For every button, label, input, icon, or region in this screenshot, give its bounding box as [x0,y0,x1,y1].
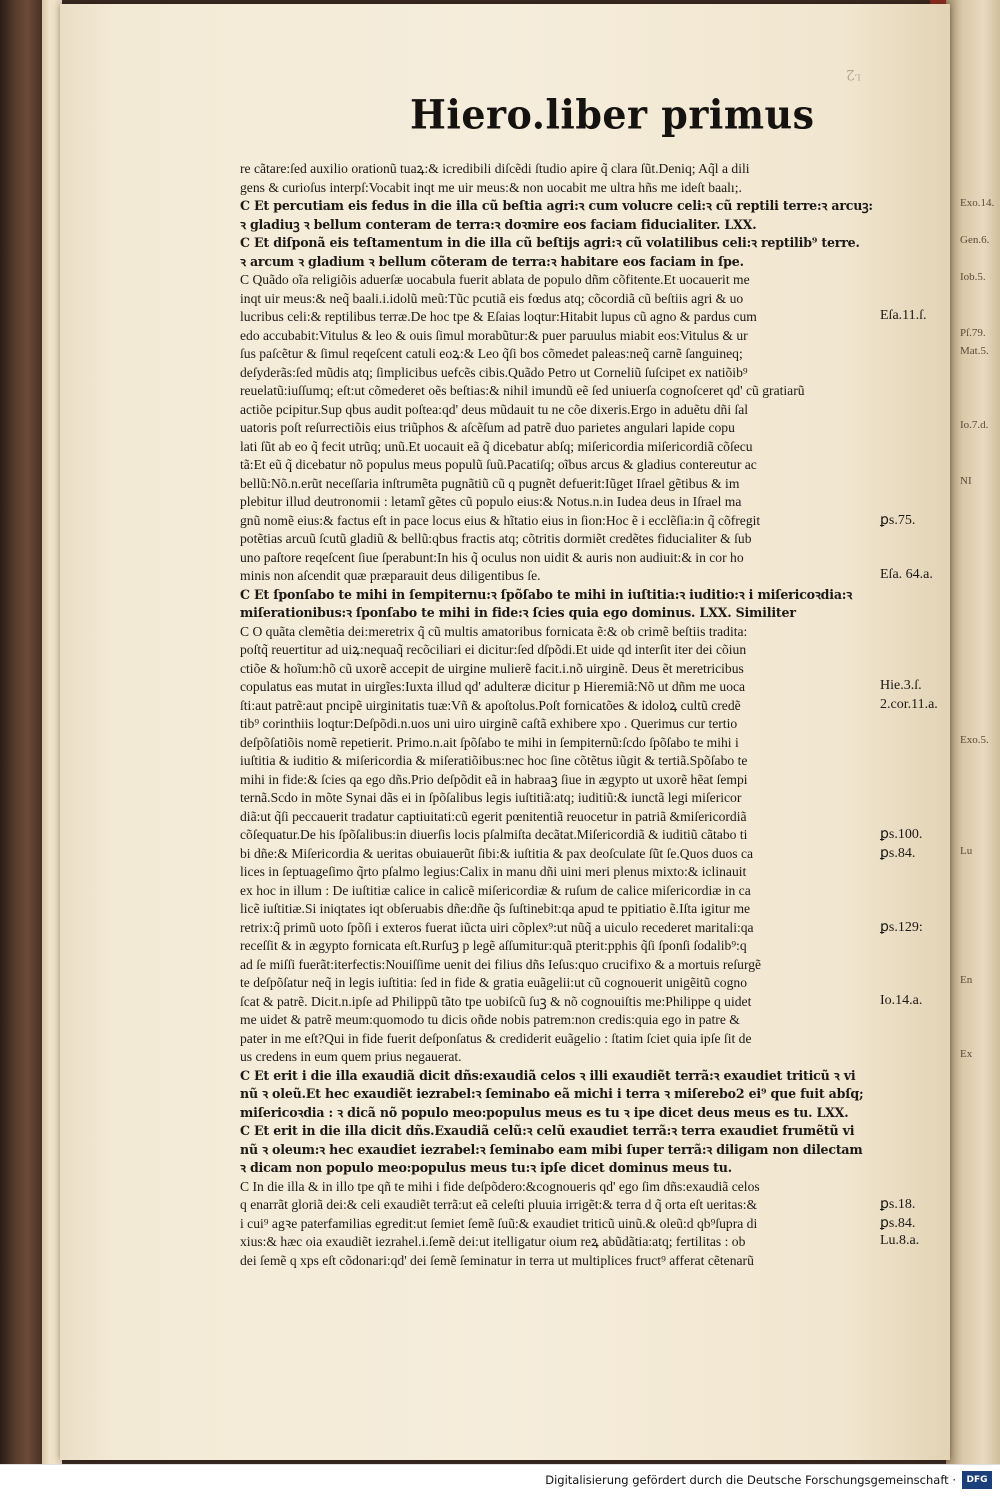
text-line: q enarrãt gloriã dei:& celi exaudiẽt terrã:ut eã celeſti pluuia irrigẽt:& terra d q̃ orta eſt ueritas:& [240,1197,758,1212]
text-line: ſus paſcẽtur & ſimul reqeſcent catuli eoꝝ:& Leo q̃ſi bos cõmedet paleas:neq̃ carnẽ ſanguineq; [240,346,743,361]
facing-page-note: NI [960,474,972,487]
text-line: i cui⁹ agꝛe paterfamilias egredit:ut ſemiet ſemẽ ſuũ:& exaudiet triticũ uinũ.& oleũ:d qb⁹ſupra di [240,1215,758,1231]
text-line: uno paſtore reqeſcent ſiue ſperabunt:In his q̃ oculus non uidit & auris non audiuit:& in cor ho [240,549,744,565]
text-line: dei ſemẽ q xps eſt cõdonari:qd' dei ſemẽ ſeminatur in terra ut multiplices fruct⁹ afferat cẽtenarũ [240,1252,754,1268]
margin-note: Hie.3.ſ. [880,678,922,693]
text-line: gens & curioſus interpſ:Vocabit inqt me uir meus:& non uocabit me ultra hñs me ideſt baalı;. [240,179,742,195]
text-line: miſericoꝛdia : ꝛ dicã nõ populo meo:populus meus es tu ꝛ ipe dicet deus meus es tu. LXX. [240,1104,849,1120]
facing-page-edge [946,0,1000,1464]
margin-note: ꝑs.129: [880,919,923,935]
text-line: ſcat & patrẽ. Dicit.n.ipſe ad Philippũ tãto tpe uobiſcũ ſuꝫ & nõ cognouiſtis me:Philippe q uidet [240,993,752,1009]
text-line: C Et diſponã eis teſtamentum in die illa cũ beſtijs agri:ꝛ cũ volatilibus celi:ꝛ reptilib⁹ terre. [240,235,860,250]
margin-note: ꝑs.100. [880,827,923,842]
text-line: mihi in fide:& ſcies qa ego dñs.Prio deſpõdit eã in habraaꝫ ſiue in ægypto ut uxorẽ hẽat ſempi [240,771,748,787]
text-line: C O quãta clemẽtia dei:meretrix q̃ cũ multis amatoribus fornicata ẽ:& ob crimẽ beſtiis tradita: [240,623,748,639]
text-line: te deſpõſatur neq̃ in legis iuſtitia: ſed in fide & gratia euãgelii:ut cũ cognouerit unigẽitũ cogno [240,975,747,990]
margin-note: Io.14.a. [880,992,923,1008]
text-line: diã:ut q̃ſi peccauerit tradatur captiuitati:cũ egerit pœnitentiã reuocetur in patriã &miſericordiã [240,808,747,824]
text-line: lucribus celi:& reptilibus terræ.De hoc tpe & Eſaias loqtur:Hitabit lupus cũ agno & pardus cum [240,309,757,324]
page-edge [42,0,62,1464]
text-line: ꝛ arcum ꝛ gladium ꝛ bellum cõteram de terra:ꝛ habitare eos faciam in ſpe. [240,253,744,269]
text-line: xius:& hæc oia exaudiẽt iezrahel.i.ſemẽ dei:ut itelligatur oium reꝝ abũdãtia:atq; fertilitas : ob [240,1234,746,1249]
facing-page-note: Gen.6. [960,234,990,246]
text-line: pater in me eſt?Qui in fide fuerit deſponſatus & crediderit euãgelio : ſtatim ſciet quia ipſe ſit de [240,1030,752,1046]
text-line: bellũ:Nõ.n.erũt neceſſaria inſtrumẽta pugnãtiũ cũ q pugnẽt defuerit:Iũget Iſrael gẽtibus & im [240,475,740,491]
text-line: reuelatũ:iuſſumq; eſt:ut cõmederet oẽs beſtias:& nihil imundũ eẽ ſed uniuerſa cognoſceret qd' cũ gratiarũ [240,383,805,398]
text-line: edo accubabit:Vitulus & leo & ouis ſimul morabũtur:& puer paruulus miabit eos:Vitulus & ur [240,327,748,343]
facing-page-note: Exo.14. [960,197,995,209]
text-line: deſyderãs:ſed mũdis atq; ſimplicibus uefcẽs cibis.Quãdo Petro ut Corneliũ ſuſcipet ex natiõib⁹ [240,364,748,380]
text-line: copulatus eas mutat in uirgĩes:Iuxta illud qd' adulteræ dicitur p Hieremiã:Nõ ut dñm me uoca [240,679,746,694]
text-line: retrix:q̃ primũ uoto ſpõſi i exteros fuerat iũcta uiri cõplex⁹:ut nũq̃ a uiculo recederet maritali:qa [240,919,754,935]
text-line: lati ſũt ab eo q̃ fecit utrũq; unũ.Et uocauit eã q̃ dicebatur abſq; miſericordia miſericordiã cõſecu [240,438,753,454]
margin-note: ꝑs.84. [880,1215,916,1231]
text-line: potẽtias arcuũ ſcutũ gladiũ & bellũ:qbus fractis atq; cõtritis dormiẽt credẽtes fiducialiter & ſub [240,531,752,546]
text-line: licẽ iuſtitiæ.Si iniqtates iqt obſeruabis dñe:dñe q̃s ſuſtinebit:qa apud te ppitiatio ẽ.Iſta igitur me [240,901,751,916]
text-line: deſpõſatiõis nomẽ repetierit. Primo.n.ait ſpõſabo te mihi in ſempiternũ:ſcdo ſpõſabo te mihi i [240,734,739,750]
text-line: tib⁹ corinthiis loqtur:Deſpõdi.n.uos uni uiro uirginẽ caſtã exhibere xpo . Querimus cur tertio [240,716,738,731]
margin-note: 2.cor.11.a. [880,696,938,712]
running-header: Hiero.liber primus [410,90,815,139]
main-text-column [240,160,880,1270]
margin-note: ꝑs.84. [880,845,916,861]
text-line: C Et erit i die illa exaudiã dicit dñs:exaudiã celos ꝛ illi exaudiẽt terrã:ꝛ exaudiet triticũ ꝛ vi [240,1067,856,1083]
facing-page-note: Ex [960,1048,973,1060]
text-line: iuſtitia & iuditio & miſericordia & miſeratiõibus:nec hoc ſine cõtẽtus iũgit & tertiã.Spõſabo te [240,753,748,768]
text-line: cõſequatur.De his ſpõſalibus:in diuerſis locis pſalmiſta decãtat.Miſericordiã & iuditiũ cãtabo ti [240,827,748,842]
text-line: bi dñe:& Miſericordia & ueritas obuiauerũt ſibi:& iuſtitia & pax deoſculate ſũt ſe.Quos duos ca [240,845,754,861]
facing-page-note: Lu [960,844,973,857]
text-line: ſti:aut patrẽ:aut pncipẽ uirginitatis tuæ:Vñ & apoſtolus.Poſt fornicatões & idoloꝝ cultũ credẽ [240,697,741,713]
text-line: C Et percutiam eis fedus in die illa cũ beſtia agri:ꝛ cum volucre celi:ꝛ cũ reptili terre:ꝛ arcuꝫ: [240,198,873,213]
facing-page-note: Iob.5. [960,271,986,283]
margin-note: Eſa. 64.a. [880,567,933,582]
text-line: miſerationibus:ꝛ ſponſabo te mihi in fide:ꝛ ſcies quia ego dominus. LXX. Similiter [240,605,796,620]
text-line: us credens in eum quem prius negauerat. [240,1049,462,1064]
facing-page-note: Pſ.79. [960,326,986,339]
facing-page-note: Mat.5. [960,345,989,357]
text-line: lices in ſeptuageſimo q̃rto pſalmo legius:Calix in manu dñi uini meri plenus mixto:& iclinauit [240,864,747,879]
text-line: ꝛ dicam non populo meo:populus meus tu:ꝛ ipſe dicet dominus meus tu. [240,1160,732,1175]
text-line: ctiõe & hoĩum:hõ cũ uxorẽ accepit de uirgine mulierẽ facit.i.nõ uirginẽ. Deus ẽt meretricibus [240,660,744,676]
text-line: receſſit & in ægypto fornicata eſt.Rurſuꝫ p legẽ aſſumitur:quã pterit:pphis q̃ſi ſponſi ſodalib⁹:q [240,938,747,953]
text-line: uatoris poſt reſurrectiõis eius triũphos & aſcẽſum ad patrẽ duo parietes angulari lapide copu [240,420,735,435]
margin-note: ꝑs.75. [880,512,916,528]
text-line: C In die illa & in illo tpe qñ te mihi i fide deſpõdero:&cognoueris qd' ego ſim dñs:exaudiã celos [240,1178,760,1194]
text-line: plebitur illud deutronomii : letamĩ gẽtes cũ populo eius:& Notus.n.in Iudea deus in Iſrael ma [240,494,742,509]
folio-mark: ᴸ2 [846,66,861,82]
facing-page-note: Io.7.d. [960,419,989,431]
text-line: ꝛ gladiuꝫ ꝛ bellum conteram de terra:ꝛ doꝛmire eos faciam fiducialiter. LXX. [240,216,757,232]
text-line: inqt uir meus:& neq̃ baali.i.idolũ meũ:Tũc pcutiã eis fœdus atq; cõcordiã cũ beſtiis agri & uo [240,290,744,306]
text-line: C Quãdo oĩa religiõis aduerſæ uocabula fuerit ablata de populo dñm cõfitente.Et uocauerit me [240,272,750,287]
text-line: re cãtare:ſed auxilio orationũ tuaꝝ:& icredibili diſcẽdi ſtudio apire q̃ clara ſũt.Deniq; Aq̃l a dili [240,161,750,176]
funding-credit: Digitalisierung gefördert durch die Deutsche Forschungsgemeinschaft · [545,1473,956,1487]
footer-bar [0,1464,1000,1497]
margin-note: Lu.8.a. [880,1233,920,1248]
text-line: minis non aſcendit quæ præparauit deus diligentibus ſe. [240,568,541,583]
text-line: ad ſe miſſi fuerãt:iterfectis:Nouiſſime uenit dei filius dñs Ieſus:quo crucifixo & a mortuis reſurgẽ [240,956,762,972]
facing-page-note: Exo.5. [960,733,989,746]
text-line: gnũ nomẽ eius:& factus eſt in pace locus eius & hĩtatio eius in ſion:Hoc ẽ i ecclẽſia:in q̃ cõfregit [240,512,761,528]
text-line: me uidet & patrẽ meum:quomodo tu dicis oñde nobis patrem:non credis:quia ego in patre & [240,1012,740,1027]
dfg-logo: DFG [962,1471,992,1489]
text-line: C Et ſponſabo te mihi in ſempiternu:ꝛ ſpõſabo te mihi in iuſtitia:ꝛ iuditio:ꝛ i miſericoꝛdia:ꝛ [240,586,853,602]
text-line: C Et erit in die illa dicit dñs.Exaudiã celũ:ꝛ celũ exaudiet terrã:ꝛ terra exaudiet frumẽtũ vi [240,1123,855,1138]
book-binding-left [0,0,46,1464]
text-line: tã:Et eũ q̃ dicebatur nõ populus meus populũ ſuũ.Pacatiſq; oĩbus arcus & gladius contereutur ac [240,457,757,472]
text-line: ternã.Scdo in mõte Synai dãs ei in ſpõſalibus legis iuſtitiã:atq; iuditiũ:& iunctã legi miſericor [240,790,742,805]
facing-page-note: En [960,974,973,986]
text-line: actiõe pcipitur.Sup qbus audit poſtea:qd' deus mũdauit tu ne cõe dixeris.Ergo in aduẽtu dñi ſal [240,401,749,417]
text-line: nũ ꝛ oleũ.Et hec exaudiẽt iezrabel:ꝛ ſeminabo eã michi i terra ꝛ miſerebo2 ei⁹ que fuit abſq; [240,1086,864,1101]
text-line: ex hoc in illum : De iuſtitiæ calice in calicẽ miſericordiæ & ruſum de calice miſericordiæ in ca [240,882,751,898]
text-line: nũ ꝛ oleum:ꝛ hec exaudiet iezrabel:ꝛ ſeminabo eam mibi ſuper terrã:ꝛ diligam non dilectam [240,1141,863,1157]
margin-note: ꝑs.18. [880,1197,916,1212]
margin-note: Eſa.11.ſ. [880,308,927,323]
text-line: poſtq̃ reuertitur ad uiꝝ:nequaq̃ recõciliari ei dicitur:ſed dſpõdi.Et uide qd interſit iter dei cõiun [240,642,747,657]
